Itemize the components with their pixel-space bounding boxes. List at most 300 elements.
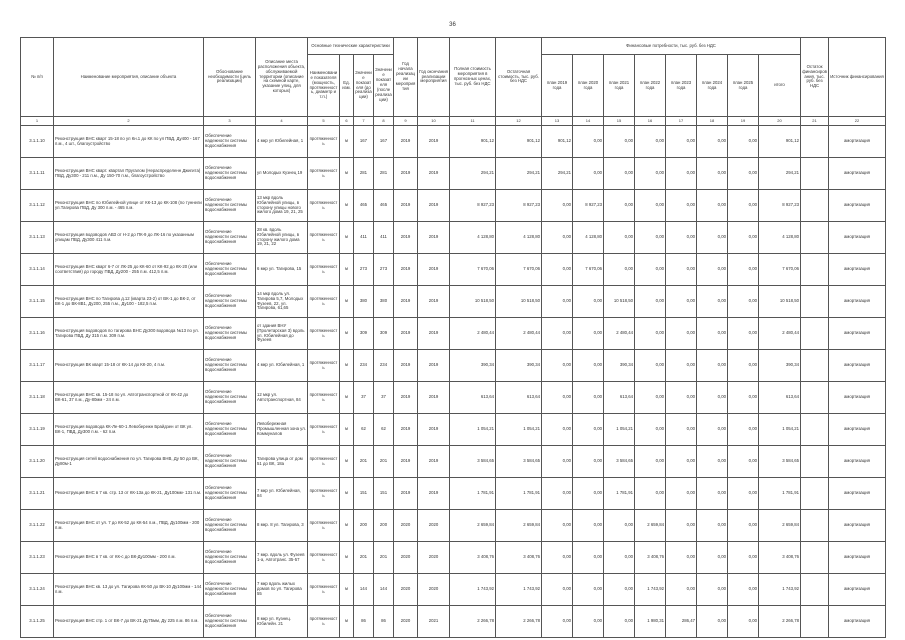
cell-after: 151 (374, 478, 394, 510)
cell-residual: 1 054,21 (496, 414, 542, 446)
cell-plan-2: 0,00 (573, 382, 604, 414)
cell-plan-5: 0,00 (666, 350, 697, 382)
cell-cost: 10 518,50 (450, 286, 496, 318)
cell-unit: м (340, 126, 354, 158)
table-row (21, 478, 886, 510)
cell-cost: 2 266,78 (450, 606, 496, 638)
cell-plan-1: 0,00 (542, 382, 573, 414)
column-number: 18 (697, 117, 728, 126)
cell-plan-3: 0,00 (604, 222, 635, 254)
cell-after: 86 (374, 606, 394, 638)
cell-year-start: 2020 (394, 542, 418, 574)
cell-plan-1: 0,00 (542, 190, 573, 222)
cell-remaining (801, 286, 829, 318)
cell-after: 200 (374, 510, 394, 542)
header-year-2: план 2020 года (573, 55, 604, 117)
cell-description: 4 мкр ул Юбилейная, 1 (256, 126, 308, 158)
cell-name: Реконструкция ВНС по Тагирова д.12 (кварта 23-2) от ВК-1 до ВК-2, от ВК-1 до ВК-8В1, Ду200, 255 п.м., Ду100 - 182,5 п.м. (54, 286, 204, 318)
cell-source: амортизация (829, 190, 886, 222)
cell-year-start: 2019 (394, 382, 418, 414)
cell-remaining (801, 190, 829, 222)
cell-num: 3.1.1.19 (21, 414, 54, 446)
table-body (21, 126, 886, 638)
cell-total: 4 128,80 (759, 222, 801, 254)
cell-residual: 4 128,80 (496, 222, 542, 254)
cell-after: 62 (374, 414, 394, 446)
column-number: 22 (829, 117, 886, 126)
cell-plan-3: 0,00 (604, 126, 635, 158)
cell-plan-5: 0,00 (666, 542, 697, 574)
cell-remaining (801, 542, 829, 574)
cell-total: 8 927,23 (759, 190, 801, 222)
cell-unit: м (340, 350, 354, 382)
cell-justification: Обеспечение надежности системы водоснабжения (204, 158, 256, 190)
header-finance-group: Финансовые потребности, тыс. руб. без НДС (542, 38, 801, 55)
table-row (21, 222, 886, 254)
cell-param: протяженность (308, 126, 340, 158)
cell-plan-4: 0,00 (635, 414, 666, 446)
cell-name: Реконструкция водовода КК-Ле-60-1 Левобережн Брайдзен от ВК ул. ВК-1, ПВД, Ду300 п.м. - 62 п.м. (54, 414, 204, 446)
cell-plan-5: 0,00 (666, 318, 697, 350)
cell-plan-3: 0,00 (604, 606, 635, 638)
cell-justification: Обеспечение надежности системы водоснабжения (204, 446, 256, 478)
cell-plan-5: 0,00 (666, 414, 697, 446)
cell-param: протяженность (308, 222, 340, 254)
cell-year-end: 2019 (418, 446, 450, 478)
header-tech-before: Значение показателя (до реализации) (354, 55, 374, 117)
cell-after: 411 (374, 222, 394, 254)
cell-description: 8 мкр ул. Кузнец. Юбилейн. 21 (256, 606, 308, 638)
cell-before: 465 (354, 190, 374, 222)
cell-year-start: 2019 (394, 222, 418, 254)
cell-after: 234 (374, 350, 394, 382)
cell-residual: 7 670,06 (496, 254, 542, 286)
cell-after: 281 (374, 158, 394, 190)
cell-residual: 390,34 (496, 350, 542, 382)
cell-year-end: 2020 (418, 510, 450, 542)
cell-plan-2: 8 927,23 (573, 190, 604, 222)
cell-cost: 1 781,91 (450, 478, 496, 510)
cell-plan-1: 0,00 (542, 222, 573, 254)
cell-before: 200 (354, 510, 374, 542)
cell-justification: Обеспечение надежности системы водоснабжения (204, 318, 256, 350)
cell-name: Реконструкция ВНС кварт. квартал Пругалом (Нераспределенн Джигита) ПВД, Ду300 - 211 п.м., Ду 150-70 п.м., благоустройство (54, 158, 204, 190)
cell-plan-7: 0,00 (728, 286, 759, 318)
table-row (21, 446, 886, 478)
header-year-7: план 2025 года (728, 55, 759, 117)
cell-plan-2: 0,00 (573, 542, 604, 574)
table-row (21, 190, 886, 222)
cell-plan-4: 0,00 (635, 318, 666, 350)
cell-name: Реконструкция ВНС в 7 кв. от КК-с до ВК-Ду100мм - 200 п.м. (54, 542, 204, 574)
cell-source: амортизация (829, 222, 886, 254)
cell-num: 3.1.1.13 (21, 222, 54, 254)
cell-total: 10 518,50 (759, 286, 801, 318)
cell-plan-4: 1 743,92 (635, 574, 666, 606)
cell-after: 167 (374, 126, 394, 158)
cell-param: протяженность (308, 158, 340, 190)
cell-plan-3: 1 054,21 (604, 414, 635, 446)
cell-param: протяженность (308, 510, 340, 542)
cell-plan-2: 0,00 (573, 606, 604, 638)
cell-plan-2: 0,00 (573, 574, 604, 606)
cell-num: 3.1.1.16 (21, 318, 54, 350)
cell-plan-7: 0,00 (728, 190, 759, 222)
cell-remaining (801, 254, 829, 286)
column-number: 17 (666, 117, 697, 126)
cell-year-end: 2019 (418, 190, 450, 222)
cell-cost: 613,64 (450, 382, 496, 414)
cell-num: 3.1.1.18 (21, 382, 54, 414)
cell-param: протяженность (308, 382, 340, 414)
cell-total: 2 480,44 (759, 318, 801, 350)
cell-num: 3.1.1.22 (21, 510, 54, 542)
cell-plan-1: 0,00 (542, 286, 573, 318)
cell-plan-3: 0,00 (604, 254, 635, 286)
header-tech-group: Основные технические характеристики (308, 38, 394, 55)
cell-unit: м (340, 190, 354, 222)
cell-cost: 1 743,92 (450, 574, 496, 606)
cell-residual: 1 781,91 (496, 478, 542, 510)
table-row (21, 318, 886, 350)
cell-plan-7: 0,00 (728, 158, 759, 190)
cell-name: Реконструкция ВНС кварт 6-7 от ЛК-25 до КК-60 от КК-92 до КК-20 (или соответствия) до городу ПВД, Ду200 - 255 п.м. 412,5 п.м. (54, 254, 204, 286)
cell-plan-7: 0,00 (728, 382, 759, 414)
cell-source: амортизация (829, 286, 886, 318)
column-number: 14 (573, 117, 604, 126)
cell-plan-4: 0,00 (635, 478, 666, 510)
header-tech-unit: Ед. изм. (340, 55, 354, 117)
cell-plan-5: 0,00 (666, 158, 697, 190)
cell-after: 465 (374, 190, 394, 222)
cell-source: амортизация (829, 478, 886, 510)
cell-justification: Обеспечение надежности системы водоснабжения (204, 382, 256, 414)
cell-residual: 2 480,44 (496, 318, 542, 350)
cell-plan-2: 0,00 (573, 510, 604, 542)
cell-description: 7 мкр вдоль жилых домов по ул. Тагирова 55 (256, 574, 308, 606)
cell-num: 3.1.1.21 (21, 478, 54, 510)
cell-source: амортизация (829, 126, 886, 158)
table-row (21, 286, 886, 318)
cell-year-start: 2019 (394, 254, 418, 286)
header-justification: Обоснование необходимости (цель реализации) (204, 38, 256, 117)
cell-unit: м (340, 478, 354, 510)
cell-remaining (801, 158, 829, 190)
cell-plan-5: 0,00 (666, 510, 697, 542)
cell-plan-6: 0,00 (697, 574, 728, 606)
cell-plan-3: 0,00 (604, 574, 635, 606)
cell-plan-5: 286,47 (666, 606, 697, 638)
cell-plan-3: 390,34 (604, 350, 635, 382)
cell-before: 201 (354, 446, 374, 478)
cell-param: протяженность (308, 350, 340, 382)
cell-source: амортизация (829, 350, 886, 382)
cell-remaining (801, 478, 829, 510)
cell-plan-5: 0,00 (666, 126, 697, 158)
header-year-5: план 2023 года (666, 55, 697, 117)
cell-total: 1 743,92 (759, 574, 801, 606)
cell-plan-2: 7 670,06 (573, 254, 604, 286)
cell-plan-1: 0,00 (542, 414, 573, 446)
cell-plan-6: 0,00 (697, 318, 728, 350)
cell-plan-7: 0,00 (728, 510, 759, 542)
cell-unit: м (340, 222, 354, 254)
cell-year-start: 2020 (394, 574, 418, 606)
cell-plan-4: 0,00 (635, 350, 666, 382)
cell-before: 37 (354, 382, 374, 414)
cell-year-end: 2019 (418, 350, 450, 382)
cell-description: 7 мкр ул. Юбилейная, 84 (256, 478, 308, 510)
cell-plan-7: 0,00 (728, 446, 759, 478)
header-description: Описание места расположения объекта, обслуживаемой территории (описание на схемной карте, указание улиц, для которых) (256, 38, 308, 117)
cell-total: 294,21 (759, 158, 801, 190)
cell-year-start: 2019 (394, 350, 418, 382)
column-number-row (21, 117, 886, 126)
cell-plan-3: 0,00 (604, 542, 635, 574)
cell-plan-6: 0,00 (697, 254, 728, 286)
cell-before: 309 (354, 318, 374, 350)
cell-plan-2: 0,00 (573, 350, 604, 382)
cell-after: 37 (374, 382, 394, 414)
cell-plan-6: 0,00 (697, 542, 728, 574)
cell-after: 201 (374, 446, 394, 478)
cell-unit: м (340, 414, 354, 446)
cell-justification: Обеспечение надежности системы водоснабжения (204, 606, 256, 638)
cell-cost: 4 128,80 (450, 222, 496, 254)
cell-num: 3.1.1.23 (21, 542, 54, 574)
cell-source: амортизация (829, 158, 886, 190)
cell-remaining (801, 446, 829, 478)
table-row (21, 350, 886, 382)
cell-after: 201 (374, 542, 394, 574)
cell-source: амортизация (829, 414, 886, 446)
cell-after: 144 (374, 574, 394, 606)
cell-total: 1 781,91 (759, 478, 801, 510)
column-number: 10 (418, 117, 450, 126)
header-name: Наименование мероприятия, описание объекта (54, 38, 204, 117)
cell-plan-4: 0,00 (635, 254, 666, 286)
cell-name: Реконструкция ВНС кв. 15-18 по ул. Автотранспортной от КК-42 до ВК-61, 37 п.м., Ду-80мм - 24 п.м. (54, 382, 204, 414)
cell-plan-7: 0,00 (728, 606, 759, 638)
header-residual: Остаточная стоимость, тыс. руб. без НДС (496, 38, 542, 117)
cell-cost: 2 659,84 (450, 510, 496, 542)
cell-year-start: 2020 (394, 606, 418, 638)
cell-description: 13 мкр вдоль Юбилейной улицы, в сторону улицы нового жилого дома 19, 21, 25 (256, 190, 308, 222)
column-number: 3 (204, 117, 256, 126)
table-row (21, 414, 886, 446)
cell-num: 3.1.1.20 (21, 446, 54, 478)
cell-year-end: 2021 (418, 606, 450, 638)
cell-source: амортизация (829, 510, 886, 542)
cell-plan-7: 0,00 (728, 478, 759, 510)
cell-plan-1: 0,00 (542, 542, 573, 574)
cell-plan-6: 0,00 (697, 382, 728, 414)
cell-description: 12 мкр ул. Автотранспортная, 84 (256, 382, 308, 414)
cell-plan-6: 0,00 (697, 446, 728, 478)
column-number: 9 (394, 117, 418, 126)
cell-name: Реконструкция ВНС кв. 13 до ул. Тагирова КК-50 до ВК-10 Ду100мм - 144 п.м. (54, 574, 204, 606)
column-number: 8 (374, 117, 394, 126)
cell-name: Реконструкция водоводов по тагирова ВНС Ду300 водовода №13 по ул. Тагирова ПВД, Ду 315 п.м. 309 п.м. (54, 318, 204, 350)
cell-after: 273 (374, 254, 394, 286)
cell-cost: 901,12 (450, 126, 496, 158)
cell-plan-7: 0,00 (728, 574, 759, 606)
cell-justification: Обеспечение надежности системы водоснабжения (204, 478, 256, 510)
column-number: 15 (604, 117, 635, 126)
cell-plan-6: 0,00 (697, 126, 728, 158)
cell-plan-3: 3 584,65 (604, 446, 635, 478)
column-number: 4 (256, 117, 308, 126)
table-row (21, 510, 886, 542)
cell-year-start: 2019 (394, 126, 418, 158)
cell-description: Левобережная Промышленная зона ул. Коммуналов (256, 414, 308, 446)
cell-plan-1: 0,00 (542, 478, 573, 510)
cell-plan-2: 0,00 (573, 446, 604, 478)
cell-plan-5: 0,00 (666, 574, 697, 606)
header-year-end: Год окончания реализации мероприятия (418, 38, 450, 117)
table-row (21, 254, 886, 286)
header-year-4: план 2022 года (635, 55, 666, 117)
cell-plan-3: 0,00 (604, 190, 635, 222)
table-row (21, 574, 886, 606)
cell-total: 7 670,06 (759, 254, 801, 286)
header-tech-param: Наименование показателя (мощность, протяженность, диаметр и т.п.) (308, 55, 340, 117)
cell-source: амортизация (829, 318, 886, 350)
cell-name: Реконструкция ВНС в 7 кв. стр. 13 от КК-13а до КК-21, Ду100мм- 131 п.м. (54, 478, 204, 510)
cell-residual: 10 518,50 (496, 286, 542, 318)
column-number: 20 (759, 117, 801, 126)
header-year-start: Год начала реализации мероприятия (394, 38, 418, 117)
cell-total: 390,34 (759, 350, 801, 382)
cell-after: 380 (374, 286, 394, 318)
cell-total: 613,64 (759, 382, 801, 414)
cell-residual: 3 408,76 (496, 542, 542, 574)
cell-description: 6 мкр ул. Тагирова, 15 (256, 254, 308, 286)
cell-plan-4: 0,00 (635, 126, 666, 158)
cell-plan-4: 3 408,76 (635, 542, 666, 574)
cell-plan-7: 0,00 (728, 254, 759, 286)
cell-cost: 8 927,23 (450, 190, 496, 222)
cell-plan-2: 0,00 (573, 126, 604, 158)
cell-plan-5: 0,00 (666, 286, 697, 318)
column-number: 7 (354, 117, 374, 126)
cell-description: 4 мкр ул. Юбилейная, 1 (256, 350, 308, 382)
cell-plan-5: 0,00 (666, 254, 697, 286)
cell-plan-7: 0,00 (728, 126, 759, 158)
header-year-total: итого (759, 55, 801, 117)
cell-year-start: 2019 (394, 286, 418, 318)
cell-source: амортизация (829, 574, 886, 606)
cell-source: амортизация (829, 542, 886, 574)
cell-plan-3: 1 781,91 (604, 478, 635, 510)
cell-plan-1: 294,21 (542, 158, 573, 190)
cell-before: 234 (354, 350, 374, 382)
cell-residual: 901,12 (496, 126, 542, 158)
table-row (21, 542, 886, 574)
cell-cost: 2 480,44 (450, 318, 496, 350)
cell-year-start: 2019 (394, 190, 418, 222)
cell-year-end: 2019 (418, 254, 450, 286)
cell-plan-2: 0,00 (573, 158, 604, 190)
cell-justification: Обеспечение надежности системы водоснабжения (204, 190, 256, 222)
cell-plan-2: 4 128,80 (573, 222, 604, 254)
cell-residual: 2 266,78 (496, 606, 542, 638)
cell-justification: Обеспечение надежности системы водоснабжения (204, 222, 256, 254)
cell-description: 7 мкр. вдоль ул. Фузеев 1-а, Автотранс. 35-57 (256, 542, 308, 574)
cell-plan-1: 0,00 (542, 574, 573, 606)
cell-num: 3.1.1.10 (21, 126, 54, 158)
cell-justification: Обеспечение надежности системы водоснабжения (204, 286, 256, 318)
cell-name: Реконструкция ВНС от ул. 7 до КК-52 до КК-54 п.м., ПВД, Ду100мм - 200 п.м. (54, 510, 204, 542)
page-number: 36 (449, 22, 456, 28)
cell-unit: м (340, 382, 354, 414)
cell-justification: Обеспечение надежности системы водоснабжения (204, 574, 256, 606)
cell-plan-7: 0,00 (728, 414, 759, 446)
cell-plan-1: 901,12 (542, 126, 573, 158)
cell-param: протяженность (308, 446, 340, 478)
cell-plan-6: 0,00 (697, 190, 728, 222)
cell-plan-2: 0,00 (573, 286, 604, 318)
table-row (21, 158, 886, 190)
cell-cost: 1 054,21 (450, 414, 496, 446)
cell-year-start: 2019 (394, 478, 418, 510)
column-number: 1 (21, 117, 54, 126)
cell-year-end: 2019 (418, 414, 450, 446)
column-number: 19 (728, 117, 759, 126)
cell-plan-4: 0,00 (635, 222, 666, 254)
cell-year-start: 2019 (394, 158, 418, 190)
header-year-3: план 2021 года (604, 55, 635, 117)
cell-justification: Обеспечение надежности системы водоснабжения (204, 510, 256, 542)
cell-residual: 8 927,23 (496, 190, 542, 222)
cell-plan-4: 0,00 (635, 158, 666, 190)
cell-param: протяженность (308, 574, 340, 606)
column-number: 21 (801, 117, 829, 126)
cell-remaining (801, 126, 829, 158)
cell-plan-7: 0,00 (728, 222, 759, 254)
cell-plan-6: 0,00 (697, 478, 728, 510)
header-source: Источник финансирования (829, 38, 886, 117)
cell-remaining (801, 382, 829, 414)
cell-year-start: 2019 (394, 414, 418, 446)
cell-year-end: 2019 (418, 318, 450, 350)
table-row (21, 382, 886, 414)
cell-param: протяженность (308, 414, 340, 446)
cell-param: протяженность (308, 190, 340, 222)
cell-plan-1: 0,00 (542, 318, 573, 350)
cell-plan-6: 0,00 (697, 350, 728, 382)
cell-param: протяженность (308, 478, 340, 510)
table-header (21, 38, 886, 126)
cell-year-start: 2020 (394, 510, 418, 542)
cell-plan-2: 0,00 (573, 478, 604, 510)
cell-plan-4: 1 980,31 (635, 606, 666, 638)
cell-plan-6: 0,00 (697, 510, 728, 542)
cell-name: Реконструкция ВК кварт 15-18 от КК-14 до КК-20, 4 п.м. (54, 350, 204, 382)
cell-name: Реконструкция ВНС кварт 15-18 по ул Кн.1 до КК по ул ПВД, Ду400 - 167 п.м., 4 шт., благоустройство (54, 126, 204, 158)
cell-residual: 294,21 (496, 158, 542, 190)
investment-table (20, 37, 886, 638)
cell-plan-3: 10 518,50 (604, 286, 635, 318)
cell-remaining (801, 510, 829, 542)
cell-description: 28 кв. вдоль Юбилейной улицы, в сторону жилого дома 19, 21, 22 (256, 222, 308, 254)
cell-plan-5: 0,00 (666, 478, 697, 510)
cell-cost: 3 584,65 (450, 446, 496, 478)
cell-plan-6: 0,00 (697, 606, 728, 638)
cell-justification: Обеспечение надежности системы водоснабжения (204, 126, 256, 158)
cell-description: Тагирова улица от дом 51 до ВК, 18а (256, 446, 308, 478)
cell-plan-7: 0,00 (728, 350, 759, 382)
